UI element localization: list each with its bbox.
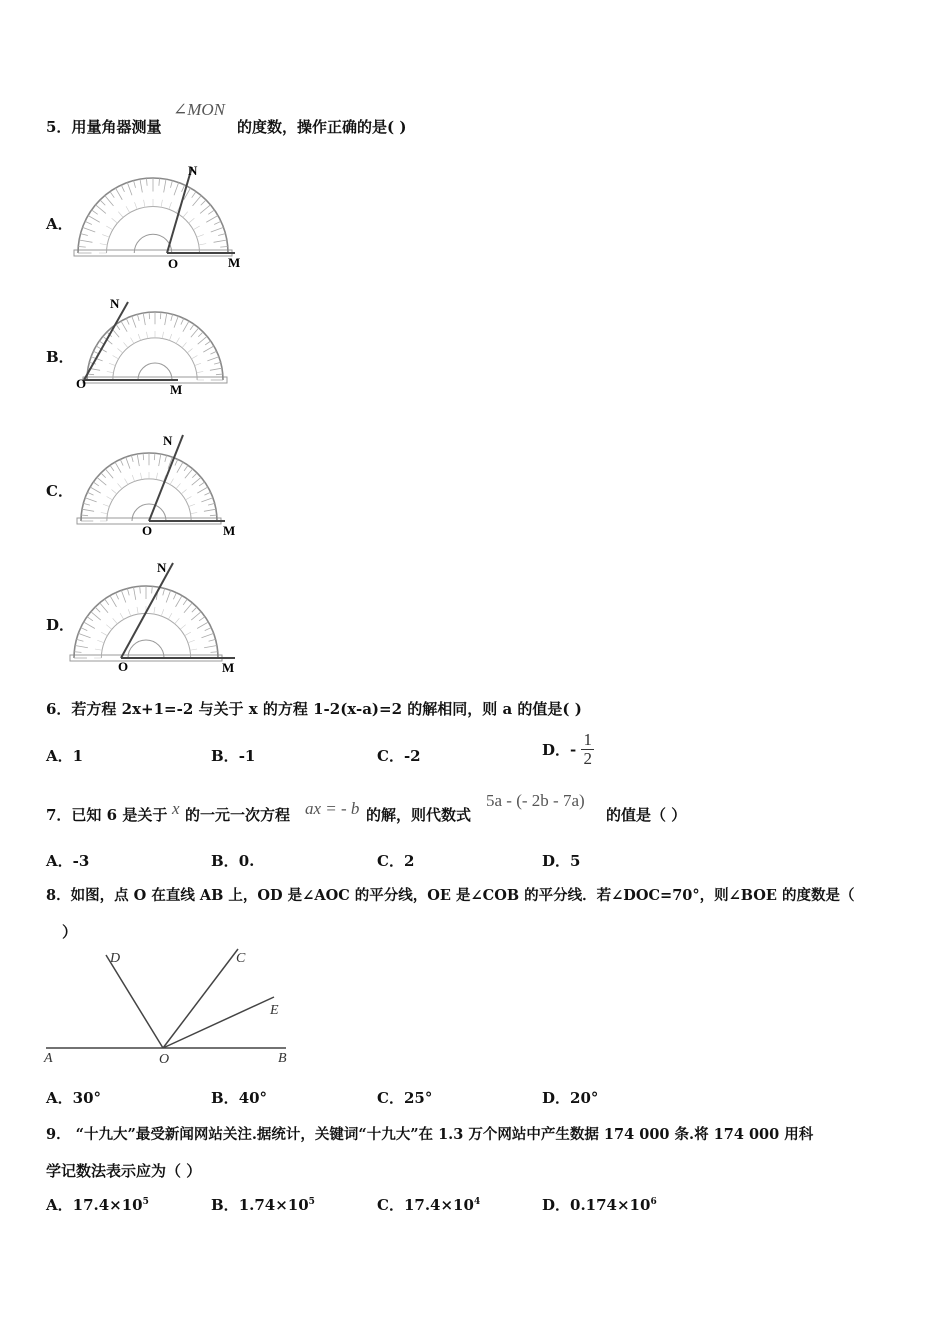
protractor-tick	[143, 313, 145, 325]
protractor-tick	[110, 465, 114, 471]
protractor-radial	[101, 512, 108, 513]
protractor-tick	[164, 179, 166, 192]
protractor-tick	[165, 313, 167, 325]
protractor-radial	[132, 475, 134, 481]
protractor-radial	[124, 342, 128, 347]
protractor-tick	[137, 314, 139, 321]
protractor-radial	[138, 334, 140, 340]
protractor-tick	[134, 181, 136, 188]
q7-equation: ax = - b	[305, 799, 360, 818]
protractor-tick	[97, 477, 106, 485]
protractor-tick	[214, 240, 227, 242]
protractor-radial	[111, 490, 116, 494]
q8-option-b: B．40°	[211, 1089, 268, 1107]
protractor-tick	[201, 200, 206, 205]
protractor-arc-group	[77, 453, 221, 524]
protractor-radial	[106, 226, 112, 230]
protractor-tick	[126, 318, 129, 324]
label-e: E	[270, 1003, 279, 1018]
ray-oc	[163, 949, 238, 1048]
protractor-tick	[105, 469, 113, 478]
protractor-radial	[101, 632, 107, 636]
protractor-tick	[132, 316, 136, 328]
protractor-tick	[116, 593, 119, 600]
protractor-tick	[191, 612, 201, 620]
q8-figure	[40, 945, 295, 1070]
protractor-radial	[135, 202, 138, 209]
protractor-radial	[154, 607, 155, 614]
protractor-radial	[168, 613, 172, 619]
ray-on	[84, 302, 128, 380]
protractor-radial	[197, 371, 204, 372]
protractor-tick	[126, 457, 130, 469]
protractor-tick	[209, 639, 216, 641]
protractor-tick	[140, 586, 141, 593]
label-n: N	[157, 560, 167, 575]
label-a: A	[44, 1051, 53, 1066]
protractor-tick	[218, 234, 225, 236]
protractor-tick	[170, 181, 172, 188]
protractor-tick	[93, 482, 99, 486]
protractor-tick	[199, 482, 205, 486]
protractor-radial	[192, 356, 198, 359]
protractor-tick	[190, 324, 194, 330]
protractor-radial	[109, 363, 115, 365]
q7-text-4: 的值是（ ）	[606, 806, 687, 824]
protractor-tick	[74, 652, 81, 653]
protractor-tick	[146, 178, 147, 185]
protractor-radial	[102, 235, 109, 238]
q9-option-a: A．$17.4\times 10^5$	[46, 1196, 149, 1214]
protractor-tick	[191, 328, 199, 337]
protractor-tick	[207, 357, 219, 361]
protractor-tick	[110, 192, 114, 198]
protractor-radial	[113, 618, 118, 624]
protractor-radial	[106, 625, 112, 630]
protractor-radial	[193, 226, 199, 230]
label-m: M	[170, 382, 183, 397]
protractor-tick	[159, 454, 161, 466]
q9-option-b: B．$1.74\times 10^5$	[211, 1196, 315, 1214]
protractor-tick	[216, 374, 223, 375]
protractor-tick	[81, 234, 88, 236]
protractor-tick	[203, 346, 214, 352]
protractor-radial	[97, 640, 104, 642]
q7-expression: 5a - (- 2b - 7a)	[486, 791, 585, 810]
protractor-inner-arc	[101, 613, 190, 658]
protractor-radial	[118, 483, 122, 488]
protractor-tick	[140, 179, 142, 192]
fraction-one-half: $\frac{1}{2}$	[583, 730, 592, 768]
protractor-radial	[161, 200, 162, 207]
protractor-radial	[107, 371, 114, 372]
protractor-radial	[140, 473, 141, 480]
q8-option-d: D．20°	[542, 1089, 599, 1107]
protractor-tick	[184, 603, 192, 613]
protractor-tick	[120, 459, 123, 465]
protractor-tick	[173, 593, 176, 600]
protractor-tick	[82, 509, 94, 511]
protractor-tick	[193, 196, 202, 206]
protractor-radial	[144, 200, 145, 207]
protractor-tick	[159, 178, 160, 185]
q5-protractor-c	[75, 425, 245, 540]
protractor-tick	[192, 477, 201, 485]
q6-option-b: B．-1	[211, 747, 256, 765]
protractor-inner-arc	[107, 207, 200, 254]
protractor-tick	[83, 503, 90, 505]
protractor-tick	[91, 612, 101, 620]
protractor-tick	[88, 216, 100, 223]
q5-protractor-a	[70, 155, 250, 275]
protractor-tick	[174, 183, 179, 196]
protractor-tick	[163, 588, 165, 595]
protractor-tick	[200, 205, 210, 214]
protractor-tick	[78, 246, 85, 247]
protractor-tick	[175, 459, 178, 465]
protractor-tick	[92, 210, 98, 214]
protractor-tick	[192, 473, 197, 478]
q8-option-a: A．30°	[46, 1089, 102, 1107]
q7-option-a: A．-3	[46, 852, 90, 870]
protractor-tick	[185, 469, 193, 478]
protractor-radial	[189, 504, 195, 506]
protractor-tick	[143, 453, 144, 460]
protractor-tick	[183, 599, 187, 605]
q6-option-d: D．- $\frac{1}{2}$	[542, 730, 592, 768]
protractor-tick	[100, 603, 108, 613]
protractor-radial	[176, 338, 179, 344]
q8-option-c: C．25°	[377, 1089, 433, 1107]
protractor-radial	[126, 206, 130, 212]
protractor-tick	[87, 492, 93, 495]
protractor-tick	[115, 462, 121, 473]
protractor-radial	[95, 649, 102, 650]
label-n: N	[110, 296, 120, 311]
protractor-radial	[199, 244, 206, 245]
protractor-radial	[195, 363, 201, 365]
protractor-tick	[121, 321, 127, 332]
q5-option-a-label: A．	[46, 215, 73, 233]
protractor-tick	[85, 498, 97, 502]
protractor-tick	[208, 210, 214, 214]
ray-od	[106, 955, 163, 1048]
protractor-radial	[188, 640, 195, 642]
protractor-tick	[75, 645, 88, 647]
protractor-tick	[171, 314, 173, 321]
protractor-tick	[204, 492, 210, 495]
label-o: O	[76, 376, 87, 391]
q7-option-d: D．5	[542, 852, 581, 870]
q7-text-3: 的解，则代数式	[366, 806, 472, 824]
protractor-tick	[197, 622, 208, 628]
protractor-tick	[85, 221, 92, 224]
protractor-tick	[101, 473, 106, 478]
protractor-tick	[160, 312, 161, 319]
protractor-tick	[116, 324, 120, 330]
label-o: O	[118, 659, 129, 674]
protractor-radial	[146, 332, 147, 339]
protractor-radial	[189, 218, 195, 223]
q5-option-b-label: B．	[46, 348, 74, 366]
protractor-radial	[185, 632, 191, 636]
q7-option-b: B．0.	[211, 852, 255, 870]
protractor-tick	[198, 336, 207, 344]
protractor-radial	[125, 479, 128, 485]
q9-stem-line2: 学记数法表示应为（ ）	[46, 1162, 202, 1180]
protractor-tick	[206, 216, 218, 223]
protractor-tick	[110, 596, 116, 607]
label-o: O	[159, 1052, 170, 1067]
q5-protractor-d	[65, 555, 250, 680]
protractor-tick	[210, 351, 216, 354]
protractor-tick	[127, 183, 132, 196]
protractor-radial	[103, 504, 109, 506]
label-o: O	[168, 256, 179, 271]
protractor-radial	[161, 609, 163, 616]
protractor-radial	[118, 212, 123, 218]
q7-option-c: C．2	[377, 852, 415, 870]
protractor-tick	[84, 622, 95, 628]
protractor-radial	[107, 497, 113, 500]
protractor-radial	[162, 332, 163, 339]
q5-text-after: 的度数，操作正确的是( )	[237, 118, 407, 136]
protractor-tick	[127, 588, 129, 595]
protractor-tick	[210, 515, 217, 516]
label-m: M	[222, 660, 235, 675]
label-c: C	[236, 951, 246, 966]
q7-var-x: x	[172, 799, 180, 818]
label-m: M	[228, 255, 241, 270]
protractor-tick	[131, 455, 133, 462]
protractor-tick	[83, 227, 96, 232]
protractor-radial	[128, 609, 130, 616]
protractor-tick	[166, 590, 170, 602]
q5-number: 5．	[46, 118, 72, 136]
protractor-tick	[183, 321, 189, 332]
q7-text-2: 的一元一次方程	[185, 806, 291, 824]
q8-stem-line1: 8．如图，点 O 在直线 AB 上，OD 是∠AOC 的平分线，OE 是∠COB 的平分线．若∠DOC=70°，则∠BOE 的度数是（	[46, 887, 855, 904]
label-b: B	[278, 1051, 287, 1066]
protractor-tick	[204, 509, 216, 511]
protractor-radial	[175, 618, 180, 624]
protractor-arc-group	[83, 312, 227, 383]
protractor-radial	[120, 613, 124, 619]
protractor-tick	[204, 645, 217, 647]
protractor-tick	[95, 607, 100, 612]
q6-option-a: A．1	[46, 747, 84, 765]
protractor-tick	[100, 200, 105, 205]
protractor-radial	[100, 244, 107, 245]
protractor-tick	[76, 639, 83, 641]
protractor-tick	[208, 503, 215, 505]
protractor-arc-group	[70, 586, 222, 661]
protractor-radial	[182, 342, 186, 347]
protractor-tick	[121, 185, 124, 192]
protractor-radial	[169, 202, 172, 209]
protractor-radial	[187, 349, 192, 353]
protractor-tick	[87, 617, 93, 621]
protractor-tick	[137, 454, 139, 466]
protractor-tick	[211, 227, 224, 232]
label-d: D	[110, 951, 121, 966]
protractor-tick	[201, 633, 213, 637]
q9-option-d: D．$0.174\times 10^6$	[542, 1196, 657, 1214]
label-n: N	[163, 433, 173, 448]
q5-angle-mon: ∠MON	[173, 100, 226, 119]
q7-text-1: 7．已知 6 是关于	[46, 806, 168, 824]
q9-stem-line1: 9． “十九大”最受新闻网站关注.据统计，关键词“十九大”在 1.3 万个网站中产生数据 174 000 条.将 174 000 用科	[46, 1126, 814, 1143]
protractor-tick	[205, 628, 212, 631]
protractor-radial	[131, 338, 134, 344]
protractor-radial	[170, 479, 173, 485]
q5-stem	[46, 116, 161, 137]
protractor-radial	[190, 649, 197, 650]
q6-option-c: C．-2	[377, 747, 421, 765]
protractor-radial	[186, 497, 192, 500]
protractor-tick	[181, 318, 184, 324]
protractor-tick	[121, 590, 125, 602]
protractor-tick	[81, 515, 88, 516]
protractor-tick	[201, 498, 213, 502]
protractor-radial	[169, 334, 171, 340]
protractor-radial	[113, 356, 119, 359]
protractor-radial	[197, 235, 204, 238]
q5-text-before: 用量角器测量	[71, 118, 162, 136]
q5-option-d-label: D．	[46, 616, 75, 634]
q8-stem-line2: ）	[62, 923, 78, 941]
label-n: N	[188, 163, 198, 178]
protractor-tick	[176, 596, 182, 607]
q5-option-c-label: C．	[46, 482, 73, 500]
protractor-tick	[210, 368, 222, 370]
protractor-tick	[199, 617, 205, 621]
protractor-radial	[180, 625, 186, 630]
protractor-inner-arc	[113, 338, 197, 380]
label-o: O	[142, 523, 153, 538]
protractor-radial	[117, 349, 122, 353]
protractor-tick	[174, 316, 178, 328]
protractor-radial	[137, 607, 138, 614]
q5-protractor-b	[70, 290, 240, 400]
protractor-tick	[184, 465, 188, 471]
protractor-tick	[177, 462, 183, 473]
protractor-tick	[152, 586, 153, 593]
protractor-tick	[220, 246, 227, 247]
protractor-radial	[191, 512, 198, 513]
protractor-tick	[214, 362, 221, 364]
label-m: M	[223, 523, 236, 538]
q9-option-c: C．$17.4\times 10^4$	[377, 1196, 481, 1214]
ray-oe	[163, 997, 274, 1048]
protractor-tick	[211, 652, 218, 653]
protractor-tick	[165, 455, 167, 462]
protractor-radial	[112, 218, 118, 223]
protractor-tick	[105, 599, 109, 605]
protractor-radial	[176, 483, 180, 488]
protractor-radial	[181, 490, 186, 494]
protractor-tick	[154, 453, 155, 460]
protractor-tick	[105, 196, 114, 206]
protractor-radial	[156, 473, 157, 480]
protractor-tick	[78, 633, 90, 637]
protractor-tick	[192, 192, 196, 198]
protractor-arc-group	[74, 178, 232, 256]
protractor-tick	[79, 240, 92, 242]
protractor-inner-arc	[107, 479, 191, 521]
q6-stem: 6．若方程 2x+1=-2 与关于 x 的方程 1-2(x-a)=2 的解相同，则 a 的值是( )	[46, 700, 582, 718]
protractor-tick	[198, 332, 203, 337]
protractor-tick	[133, 587, 135, 600]
protractor-tick	[192, 607, 197, 612]
protractor-tick	[205, 341, 211, 345]
protractor-tick	[197, 487, 208, 493]
protractor-tick	[90, 487, 101, 493]
protractor-tick	[81, 628, 88, 631]
protractor-tick	[116, 188, 123, 200]
protractor-tick	[214, 221, 221, 224]
protractor-tick	[96, 205, 106, 214]
protractor-radial	[183, 212, 188, 218]
protractor-tick	[149, 312, 150, 319]
